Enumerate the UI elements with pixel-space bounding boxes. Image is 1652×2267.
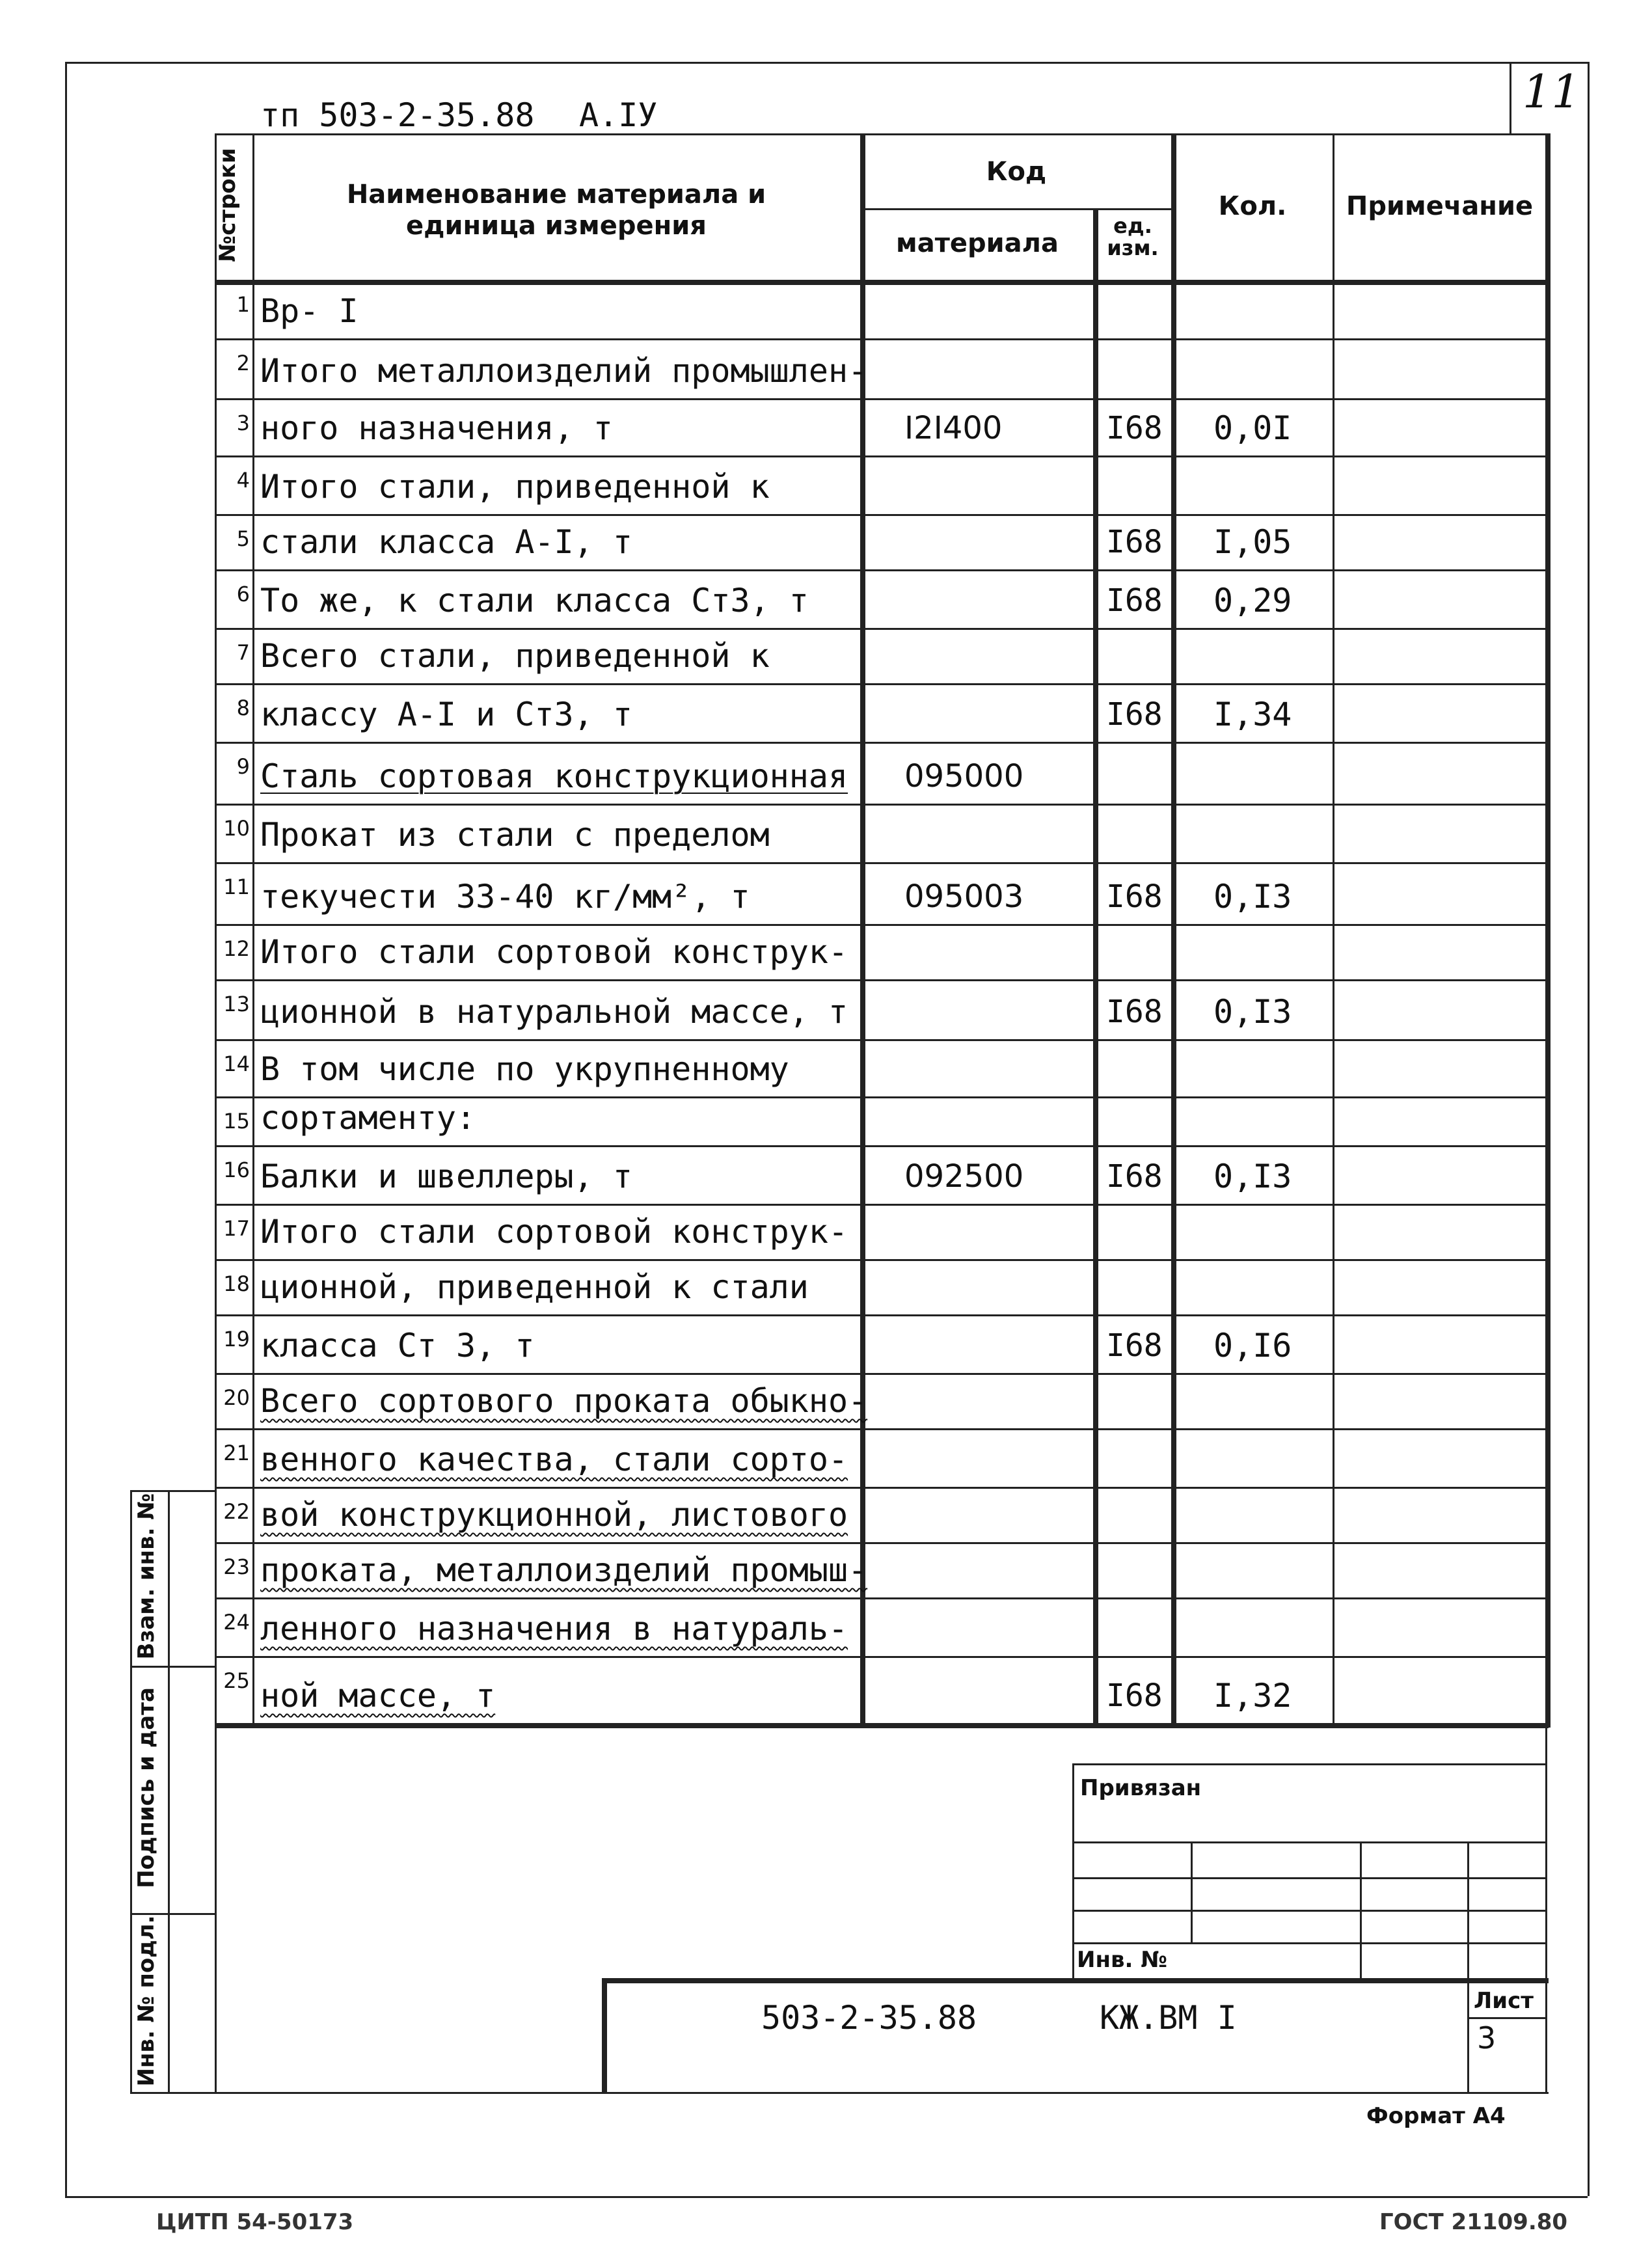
row-divider: [215, 1259, 1549, 1261]
row-number: 14: [223, 1052, 250, 1076]
material-code: 095000: [904, 758, 1024, 794]
row-divider: [215, 1204, 1549, 1206]
row-divider: [215, 924, 1549, 926]
unit-code: I68: [1106, 1677, 1163, 1714]
material-name: В том числе по укрупненному: [260, 1050, 789, 1088]
row-number: 25: [223, 1668, 250, 1693]
quantity: 0,0I: [1213, 409, 1292, 447]
row-divider: [215, 683, 1549, 685]
material-name: стали класса A-I, т: [260, 523, 632, 561]
unit-code: I68: [1106, 524, 1163, 560]
row-divider: [215, 742, 1549, 744]
header-album: А.IУ: [579, 96, 658, 134]
material-name: вой конструкционной, листового: [260, 1496, 848, 1534]
tb-col-2: [1360, 1841, 1362, 1978]
col-material-divider: [1093, 208, 1098, 1724]
tb-main-top: [602, 1978, 1549, 1983]
row-number: 21: [223, 1441, 250, 1465]
row-number: 12: [223, 936, 250, 961]
material-name: Балки и швеллеры, т: [260, 1158, 632, 1195]
row-number: 7: [236, 640, 250, 665]
material-name: Всего стали, приведенной к: [260, 637, 770, 675]
material-name: Вр- I: [260, 292, 359, 330]
unit-code: I68: [1106, 410, 1163, 446]
bottom-block-line: [130, 2092, 1549, 2094]
row-divider: [215, 398, 1549, 400]
list-label: Лист: [1474, 1988, 1534, 2014]
row-number: 6: [236, 582, 250, 606]
unit-code: I68: [1106, 1158, 1163, 1195]
row-divider: [215, 338, 1549, 340]
privyazan-label: Привязан: [1080, 1775, 1202, 1801]
material-name: класса Ст 3, т: [260, 1327, 535, 1364]
unit-code: I68: [1106, 1327, 1163, 1364]
stamp-podpis: Подпись и дата: [133, 1687, 159, 1888]
material-code: 095003: [904, 878, 1024, 915]
quantity: I,32: [1213, 1677, 1292, 1715]
row-divider: [215, 1656, 1549, 1658]
tb-row-3: [1072, 1910, 1547, 1912]
material-name: ционной в натуральной массе, т: [260, 993, 848, 1031]
material-name: Итого стали, приведенной к: [260, 468, 770, 506]
quantity: I,05: [1213, 523, 1292, 561]
unit-code: I68: [1106, 878, 1163, 915]
doc-mark: КЖ.ВМ I: [1100, 1999, 1237, 2037]
stamp-col-mid: [168, 1490, 170, 2092]
col-unit-divider: [1171, 133, 1176, 1724]
row-number: 4: [236, 468, 250, 493]
header-note: Примечание: [1346, 191, 1534, 221]
row-divider: [215, 1597, 1549, 1599]
tb-main-left: [602, 1978, 607, 2092]
row-divider: [215, 979, 1549, 981]
table-bottom: [215, 1723, 1549, 1728]
sheet-number-handwritten: 11: [1523, 65, 1581, 118]
row-number: 20: [223, 1385, 250, 1410]
frame-top: [65, 62, 1588, 64]
row-number: 5: [236, 526, 250, 551]
header-row-no: №строки: [215, 148, 241, 262]
row-number: 1: [236, 292, 250, 317]
tb-top: [1072, 1763, 1547, 1765]
tb-list-divider: [1467, 2017, 1545, 2019]
row-number: 16: [223, 1158, 250, 1182]
stamp-inv: Инв. № подл.: [133, 1915, 159, 2087]
row-number: 17: [223, 1216, 250, 1241]
material-name: То же, к стали класса Ст3, т: [260, 582, 809, 619]
footer-left: ЦИТП 54-50173: [156, 2209, 354, 2235]
tb-col-1: [1191, 1841, 1193, 1942]
row-divider: [215, 1145, 1549, 1147]
material-name: ленного назначения в натураль-: [260, 1610, 848, 1648]
quantity: 0,I3: [1213, 993, 1292, 1031]
quantity: 0,I3: [1213, 878, 1292, 916]
quantity: 0,I6: [1213, 1327, 1292, 1364]
frame-right: [1588, 62, 1590, 2196]
row-divider: [215, 1542, 1549, 1544]
tb-row-4: [1072, 1942, 1547, 1944]
frame-left: [65, 62, 67, 2196]
tb-col-3: [1467, 1841, 1469, 2092]
row-divider: [215, 862, 1549, 864]
header-unit: ед. изм.: [1107, 213, 1159, 260]
inv-no-label: Инв. №: [1077, 1947, 1168, 1973]
row-divider: [215, 628, 1549, 630]
row-number: 8: [236, 696, 250, 720]
row-number: 18: [223, 1271, 250, 1296]
row-divider: [215, 514, 1549, 516]
col-qty-divider: [1333, 133, 1334, 1724]
material-code: I2I400: [904, 410, 1003, 446]
header-bottom: [215, 280, 1549, 285]
material-name: ционной, приведенной к стали: [260, 1268, 809, 1306]
material-name: текучести 33-40 кг/мм², т: [260, 878, 750, 916]
row-number: 10: [223, 816, 250, 841]
material-name: Сталь сортовая конструкционная: [260, 757, 848, 795]
material-name: ной массе, т: [260, 1677, 496, 1715]
row-number: 13: [223, 992, 250, 1016]
row-number: 3: [236, 411, 250, 435]
tb-row-1: [1072, 1841, 1547, 1843]
row-number: 11: [223, 875, 250, 899]
unit-code: I68: [1106, 696, 1163, 733]
row-divider: [215, 1039, 1549, 1041]
material-name: ного назначения, т: [260, 409, 613, 447]
tb-row-2: [1072, 1877, 1547, 1879]
row-divider: [215, 1373, 1549, 1375]
material-name: классу А-I и Ст3, т: [260, 696, 632, 733]
row-number: 15: [223, 1109, 250, 1134]
quantity: 0,29: [1213, 582, 1292, 619]
header-code: тп 503-2-35.88: [260, 96, 535, 134]
material-name: венного качества, стали сорто-: [260, 1441, 848, 1478]
header-qty: Кол.: [1218, 191, 1287, 221]
row-divider: [215, 1487, 1549, 1489]
footer-right: ГОСТ 21109.80: [1379, 2209, 1568, 2235]
row-divider: [215, 455, 1549, 457]
material-name: Всего сортового проката обыкно-: [260, 1382, 868, 1420]
stamp-col-left: [130, 1490, 132, 2092]
header-material-name: Наименование материала и единица измерения: [346, 180, 766, 241]
table-top: [215, 133, 1549, 135]
row-number: 2: [236, 351, 250, 375]
material-name: Итого металлоизделий промышлен-: [260, 352, 868, 390]
frame-bottom: [65, 2196, 1588, 2198]
material-code: 092500: [904, 1158, 1024, 1195]
sheet-number-divider: [1510, 62, 1511, 133]
row-number: 23: [223, 1554, 250, 1579]
quantity: I,34: [1213, 696, 1292, 733]
stamp-vzam: Взам. инв. №: [133, 1493, 159, 1660]
row-number: 22: [223, 1499, 250, 1524]
row-number: 19: [223, 1327, 250, 1351]
header-material-code: материала: [896, 228, 1059, 258]
row-number: 9: [236, 754, 250, 779]
doc-code: 503-2-35.88: [761, 1999, 977, 2037]
quantity: 0,I3: [1213, 1158, 1292, 1195]
col-rownum-divider: [252, 133, 254, 1724]
unit-code: I68: [1106, 582, 1163, 619]
row-divider: [215, 1314, 1549, 1316]
material-name: Итого стали сортовой конструк-: [260, 933, 848, 971]
code-subheader-line: [860, 208, 1172, 210]
material-name: Итого стали сортовой конструк-: [260, 1213, 848, 1251]
unit-code: I68: [1106, 994, 1163, 1030]
tb-left: [1072, 1763, 1074, 1978]
material-name: Прокат из стали с пределом: [260, 816, 770, 854]
header-code: Код: [986, 157, 1047, 187]
tb-right: [1545, 1724, 1547, 2092]
row-number: 24: [223, 1610, 250, 1635]
row-divider: [215, 804, 1549, 806]
row-divider: [215, 1428, 1549, 1430]
list-number: 3: [1477, 2020, 1496, 2056]
material-name: сортаменту:: [260, 1099, 476, 1137]
row-divider: [215, 569, 1549, 571]
material-name: проката, металлоизделий промыш-: [260, 1551, 868, 1589]
format-label: Формат А4: [1366, 2103, 1506, 2129]
